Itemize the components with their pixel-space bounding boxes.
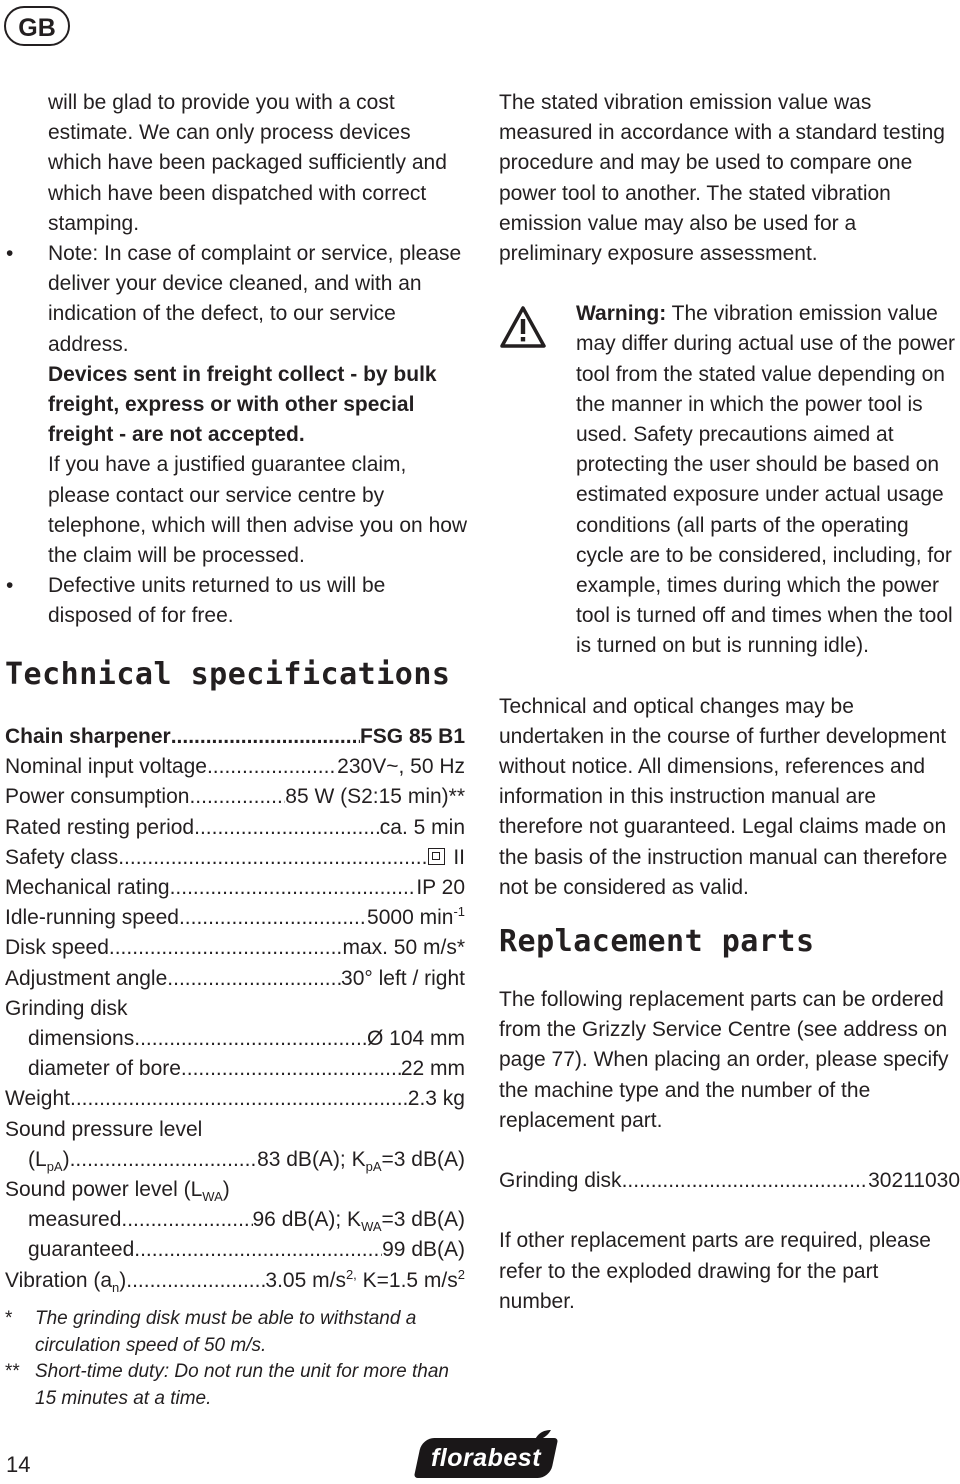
spec-row: Mechanical rating ..... IP 20	[5, 873, 465, 903]
page-number: 14	[6, 1452, 31, 1477]
spec-row: Nominal input voltage ..... 230V~, 50 Hz	[5, 752, 465, 782]
spec-row: Adjustment angle ..... 30° left / right	[5, 964, 465, 994]
warning-triangle-icon	[499, 305, 547, 349]
spec-row: Sound power level $(L_{WA})$	[5, 1178, 230, 1205]
spec-row: Safety class ..... II	[5, 843, 465, 873]
footnote: * The grinding disk must be able to withstand a circulation speed of 50 m/s.	[5, 1308, 417, 1356]
spec-row: dimensions ..... Ø 104 mm	[5, 1024, 465, 1054]
cost-estimate-paragraph: will be glad to provide you with a cost estimate. We can only process devices which have been packaged sufficiently and which have been dispatched with correct stamping.	[48, 91, 447, 235]
tech-specs-heading: Technical specifications	[5, 657, 451, 692]
right-column	[499, 88, 960, 1317]
note-text: In case of complaint or service, please deliver your device cleaned, and with an indication of the defect, to our service address.	[48, 242, 462, 356]
footnotes	[5, 1306, 467, 1412]
spec-row: Power consumption ..... 85 W (S2:15 min)**	[5, 782, 465, 812]
spec-row: Chain sharpener ..... FSG 85 B1	[5, 722, 465, 752]
guarantee-paragraph: If you have a justified guarantee claim, please contact our service centre by telephone, which will then advise you on how the claim will be processed.	[48, 453, 468, 568]
note-label: Note:	[48, 242, 99, 266]
florabest-logo: florabest	[414, 1438, 559, 1478]
vibration-paragraph: The stated vibration emission value was measured in accordance with a standard testing procedure and may be used to compare one power tool to another. The stated vibration emission value may also be used for a preliminary exposure assessment.	[499, 91, 945, 266]
spec-row: Vibration $(a_n)$ ..... 3.05 $m/s^{2,}$ K=1.5 $m/s^2$	[5, 1266, 465, 1296]
footnote: ** Short-time duty: Do not run the unit for more than 15 minutes at a time.	[5, 1361, 449, 1409]
protection-class-ii-icon	[428, 848, 445, 865]
changes-paragraph: Technical and optical changes may be undertaken in the course of further development without notice. All dimensions, references and information in this instruction manual are therefore not guaranteed. Legal claims made on the basis of the instruction manual can therefore not be considered as valid.	[499, 694, 948, 899]
spec-row: guaranteed ..... 99 dB(A)	[5, 1235, 465, 1265]
warning-label: Warning:	[576, 302, 667, 326]
replacement-parts-heading: Replacement parts	[499, 924, 815, 960]
spec-row: Sound pressure level	[5, 1117, 203, 1141]
spec-row: Rated resting period ..... ca. 5 min	[5, 813, 465, 843]
spec-row: Idle-running speed ..... 5000 $\min^{-1}$	[5, 903, 465, 933]
note-bullet	[48, 239, 470, 360]
spec-row: measured ..... 96 dB(A); $K_{WA}=3$ dB(A)	[5, 1205, 465, 1235]
spec-list	[5, 722, 465, 1296]
spec-row: $(L_{pA})$ ..... 83 dB(A); $K_{pA}=3$ dB(A)	[5, 1145, 465, 1175]
other-parts-paragraph: If other replacement parts are required, please refer to the exploded drawing for the part number.	[499, 1229, 931, 1313]
parts-row: Grinding disk ..... 30211030	[499, 1166, 960, 1196]
spec-row: diameter of bore ..... 22 mm	[5, 1054, 465, 1084]
warning-block	[499, 299, 960, 661]
spec-row: Disk speed ..... max. 50 m/s*	[5, 933, 465, 963]
spec-row: Grinding disk	[5, 996, 128, 1020]
left-column	[48, 88, 470, 632]
freight-warning: Devices sent in freight collect - by bulk freight, express or with other special freight - are not accepted.	[48, 362, 437, 447]
language-badge: GB	[4, 6, 70, 46]
defective-bullet: • Defective units returned to us will be disposed of for free.	[48, 571, 470, 631]
parts-paragraph: The following replacement parts can be ordered from the Grizzly Service Centre (see address on page 77). When placing an order, please specify the machine type and the number of the replacement part.	[499, 988, 949, 1132]
spec-row: Weight ..... 2.3 kg	[5, 1084, 465, 1114]
warning-text: The vibration emission value may differ during actual use of the power tool from the stated value depending on the manner in which the power tool is used. Safety precautions aimed at protecting the user should be based on estimated exposure under actual usage conditions (all parts of the operating cycle are to be considered, including, for example, times during which the power tool is turned off and times when the tool is turned on but is running idle).	[576, 302, 955, 658]
